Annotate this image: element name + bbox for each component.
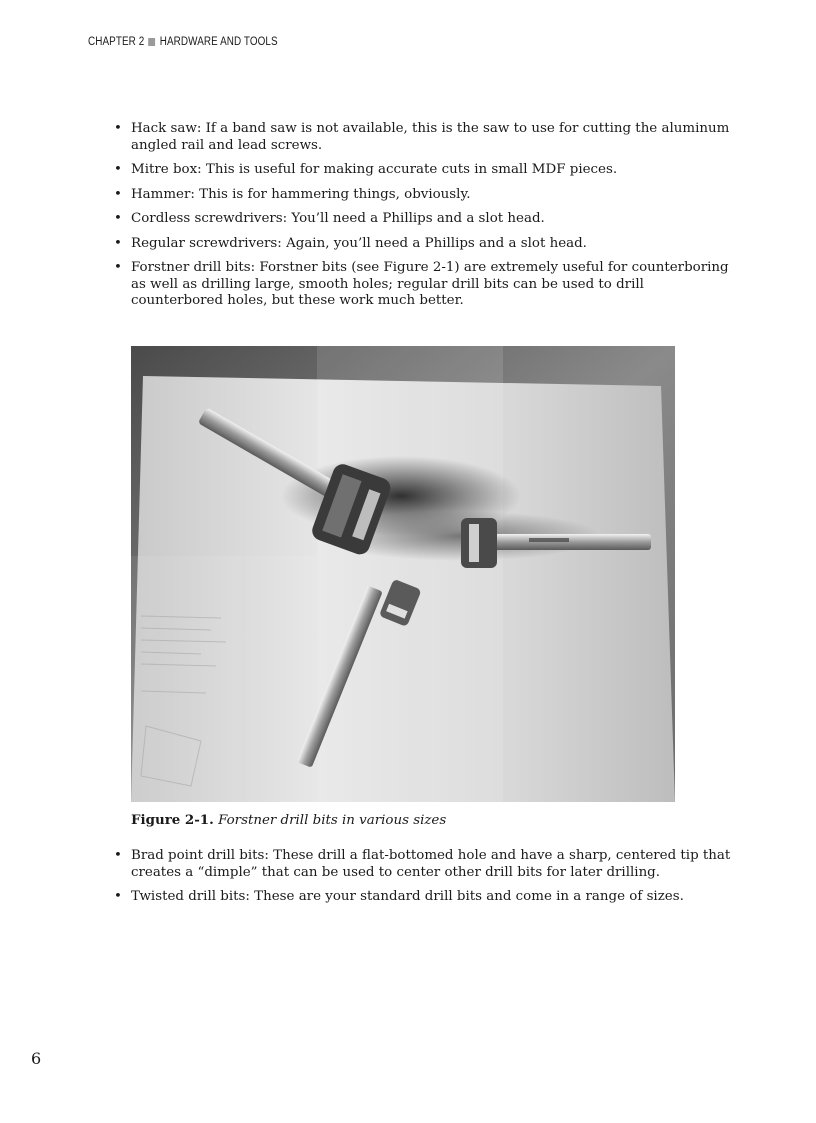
figure-caption (131, 812, 446, 828)
bullet-icon: • (114, 260, 122, 275)
chapter-label: CHAPTER 2 (88, 36, 145, 48)
drill-bits-photo-illustration (131, 346, 675, 802)
separator-square-icon (149, 38, 156, 46)
list-item-text: Cordless screwdrivers: You’ll need a Phillips and a slot head. (131, 211, 545, 226)
bullet-list-top (114, 121, 734, 318)
list-item-text: Twisted drill bits: These are your standard drill bits and come in a range of sizes. (131, 889, 684, 904)
list-item-text: Hammer: This is for hammering things, obviously. (131, 186, 471, 202)
bullet-icon: • (114, 235, 122, 251)
bullet-icon: • (114, 186, 122, 202)
list-item (114, 187, 734, 204)
bullet-icon: • (114, 211, 122, 226)
bullet-icon: • (114, 848, 122, 863)
list-item (114, 260, 734, 310)
list-item-text: Hack saw: If a band saw is not available, this is the saw to use for cutting the aluminum angled rail and lead screws. (131, 121, 730, 153)
figure-label: Figure 2-1. (131, 812, 214, 828)
bullet-icon: • (114, 889, 122, 904)
section-label: HARDWARE AND TOOLS (159, 36, 278, 48)
list-item-text: Mitre box: This is useful for making accurate cuts in small MDF pieces. (131, 162, 618, 177)
list-item (114, 211, 734, 228)
page-number: 6 (31, 1049, 42, 1068)
figure-photo-forstner-bits (131, 346, 675, 802)
list-item (114, 162, 734, 179)
bullet-icon: • (114, 162, 122, 177)
figure-caption-text: Forstner drill bits in various sizes (218, 813, 447, 828)
list-item (114, 889, 734, 906)
bullet-list-bottom (114, 848, 734, 914)
list-item-text: Forstner drill bits: Forstner bits (see Figure 2-1) are extremely useful for counterboring as well as drilling large, smooth holes; regular drill bits can be used to drill counterbored holes, but these work much better. (131, 260, 729, 308)
list-item (114, 236, 734, 253)
running-head (88, 36, 278, 48)
bullet-icon: • (114, 121, 122, 136)
list-item-text: Brad point drill bits: These drill a flat-bottomed hole and have a sharp, centered tip that creates a “dimple” that can be used to center other drill bits for later drilling. (131, 848, 731, 880)
list-item (114, 121, 734, 154)
list-item (114, 848, 734, 881)
list-item-text: Regular screwdrivers: Again, you’ll need a Phillips and a slot head. (131, 235, 587, 251)
